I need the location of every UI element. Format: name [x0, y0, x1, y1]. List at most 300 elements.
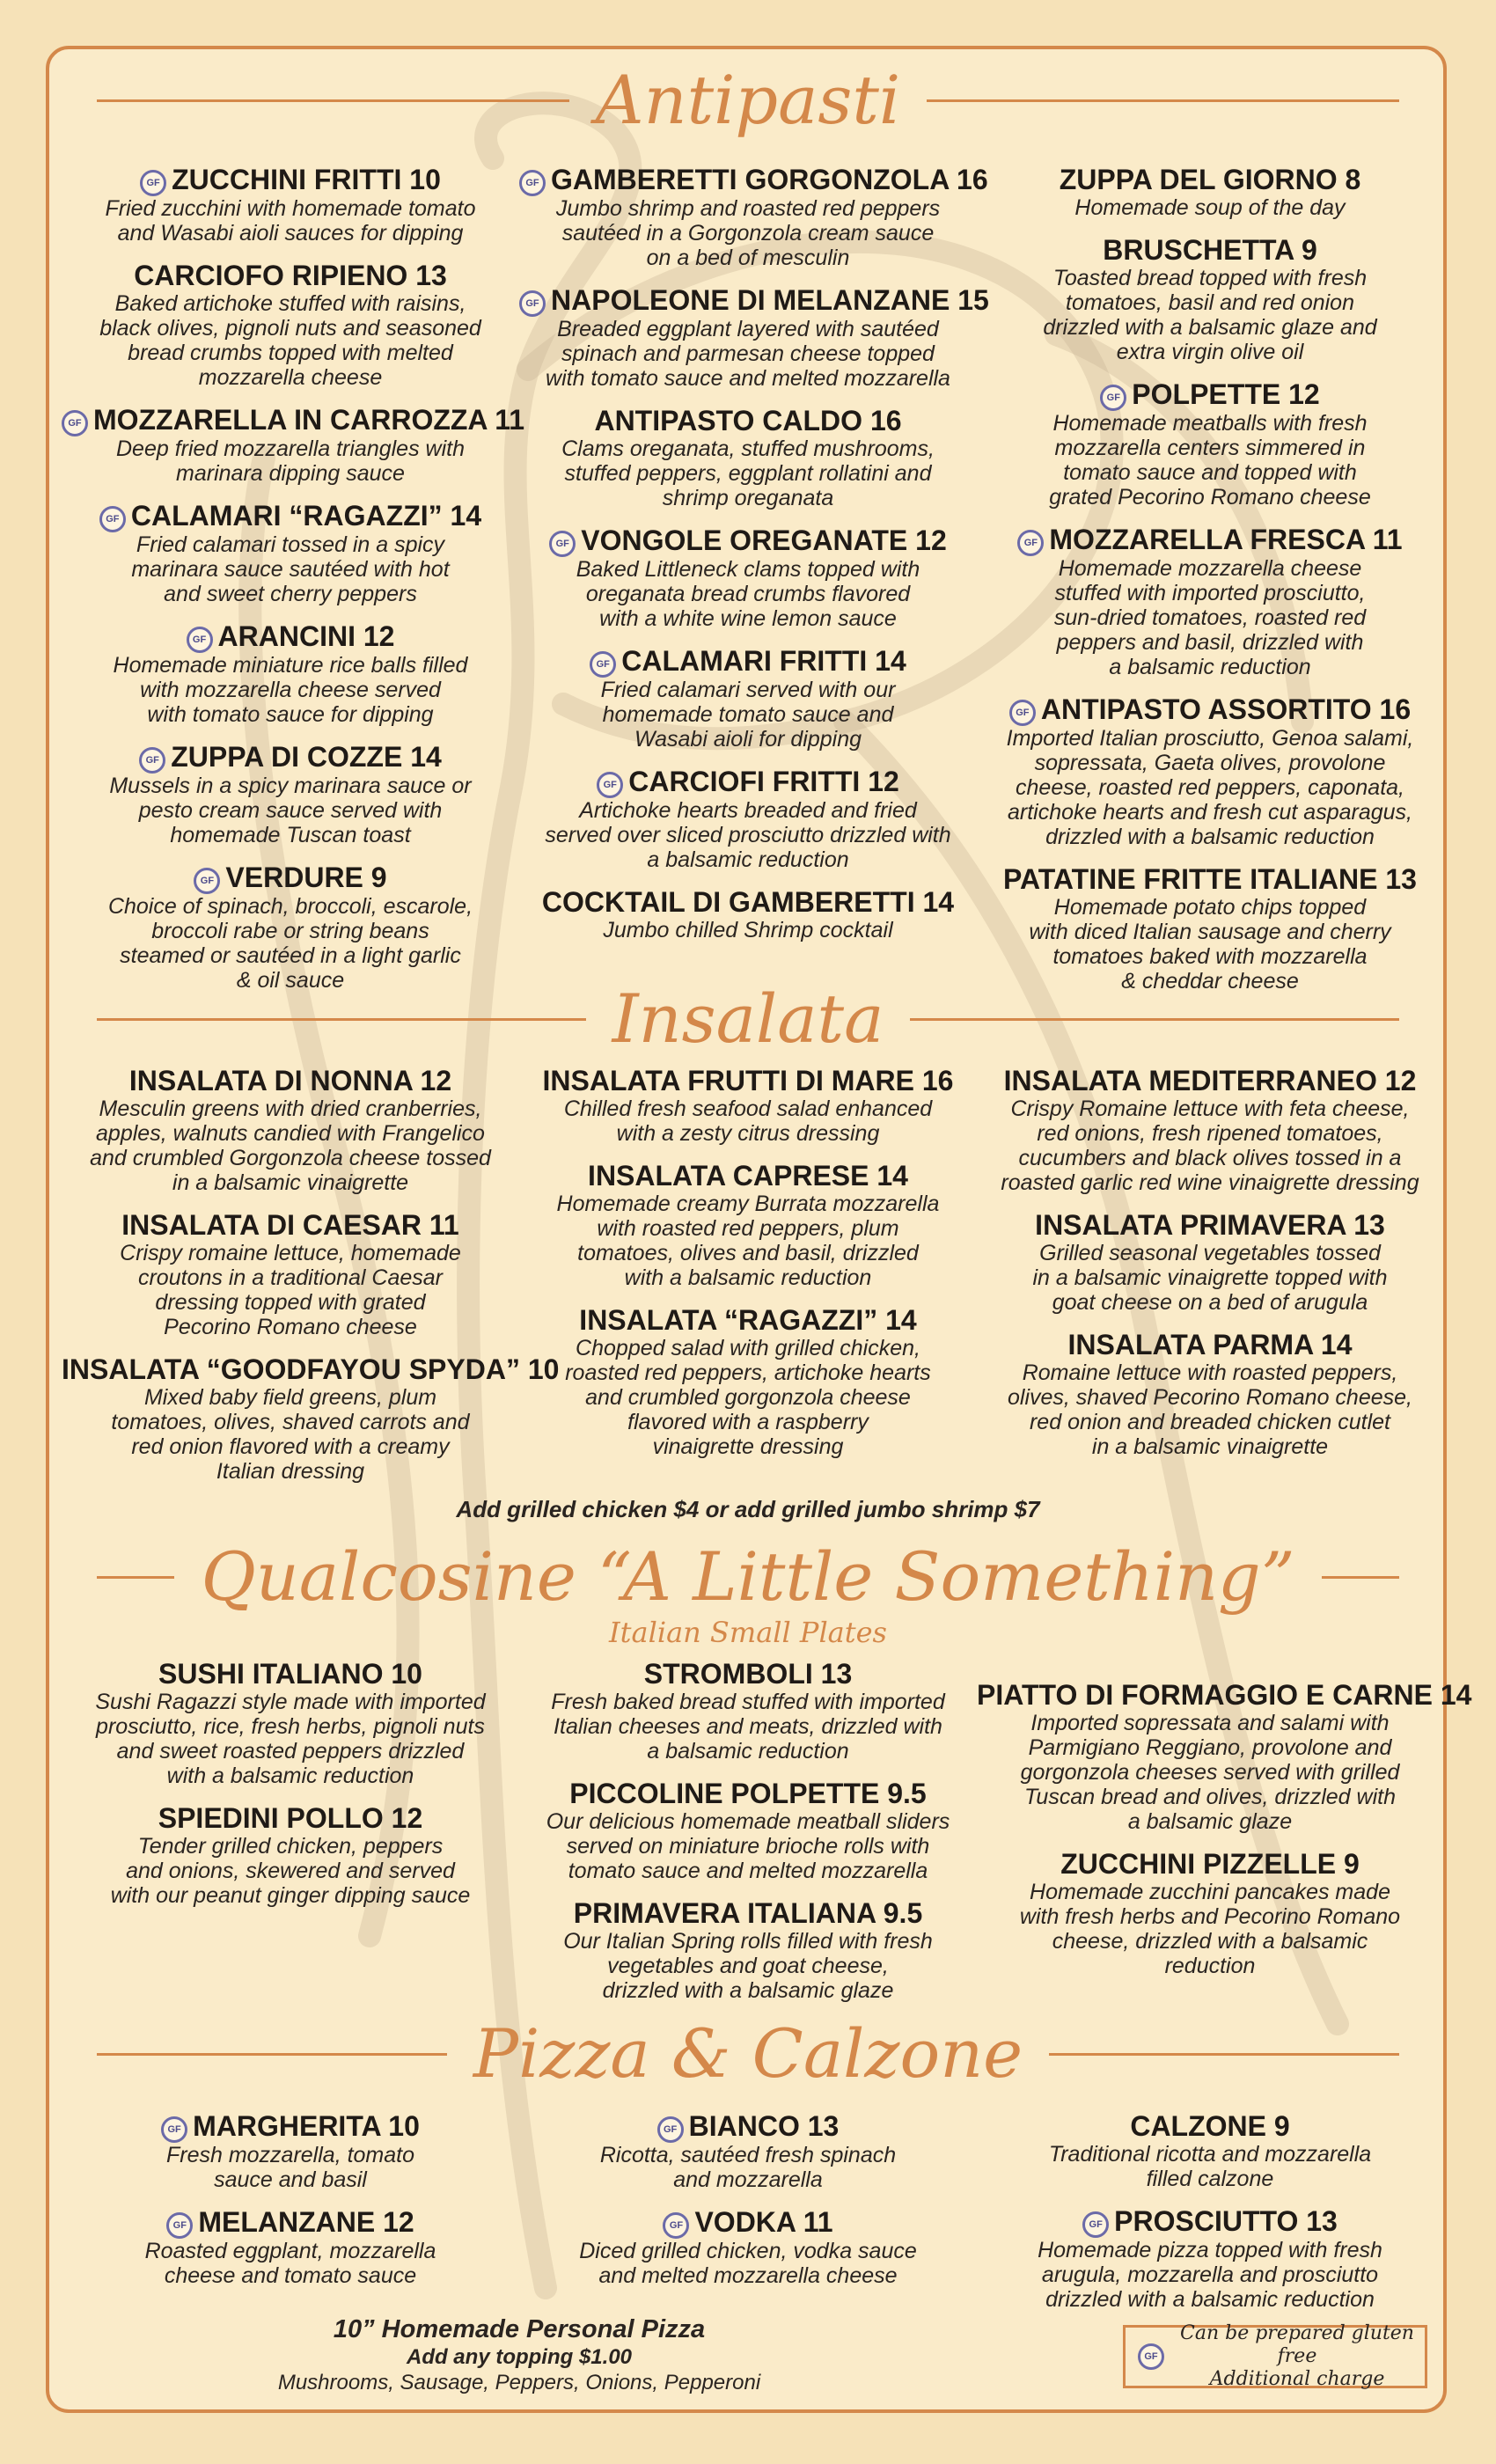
insalata-column-3 — [977, 1065, 1443, 1473]
menu-item-description-line: Artichoke hearts breaded and fried — [579, 798, 917, 823]
menu-item-description-line: with a balsamic reduction — [624, 1265, 872, 1290]
menu-item-vongole-oreganate-12 — [519, 524, 977, 631]
legend-line-1: Can be prepared gluten free — [1180, 2322, 1414, 2367]
topping-list: Mushrooms, Sausage, Peppers, Onions, Pepperoni — [277, 2371, 761, 2394]
menu-item-description-line: a balsamic reduction — [647, 847, 849, 872]
menu-item-description-line: sopressata, Gaeta olives, provolone — [1034, 751, 1386, 775]
gluten-free-icon: GF — [166, 2212, 193, 2239]
menu-item-title: MOZZARELLA FRESCA 11 — [1049, 524, 1403, 555]
menu-item-description-line: with a zesty citrus dressing — [616, 1121, 880, 1146]
menu-item-description-line: Jumbo chilled Shrimp cocktail — [603, 918, 893, 942]
menu-item-prosciutto-13 — [977, 2205, 1443, 2312]
menu-item-description-line: a balsamic reduction — [1109, 655, 1311, 679]
menu-item-title: SUSHI ITALIANO 10 — [158, 1658, 422, 1690]
menu-item-name — [977, 1065, 1443, 1096]
menu-item-title: BIANCO 13 — [688, 2110, 840, 2142]
menu-item-description-line: Homemade mozzarella cheese — [1058, 556, 1362, 581]
menu-item-description-line: sautéed in a Gorgonzola cream sauce — [561, 221, 935, 246]
menu-item-description-line: Deep fried mozzarella triangles with — [115, 436, 465, 461]
pizza-column-2 — [519, 2110, 977, 2302]
menu-item-title: GAMBERETTI GORGONZOLA 16 — [551, 164, 988, 195]
menu-item-name — [977, 234, 1443, 266]
menu-item-description-line: roasted red peppers, artichoke hearts — [565, 1360, 931, 1385]
menu-item-name — [977, 863, 1443, 895]
pizza-title: Pizza & Calzone — [473, 2014, 1023, 2093]
menu-item-description-line: peppers and basil, drizzled with — [1056, 630, 1364, 655]
menu-item-description-line: grated Pecorino Romano cheese — [1049, 485, 1371, 510]
menu-item-name — [519, 1304, 977, 1336]
menu-item-description-line: Fresh baked bread stuffed with imported — [551, 1690, 945, 1714]
menu-item-name — [519, 1160, 977, 1192]
menu-item-bruschetta-9 — [977, 234, 1443, 364]
menu-item-title: PIATTO DI FORMAGGIO E CARNE 14 — [977, 1679, 1472, 1711]
menu-item-insalata-ragazzi-14 — [519, 1304, 977, 1459]
menu-item-name — [977, 693, 1443, 726]
menu-item-description-line: Mesculin greens with dried cranberries, — [99, 1096, 482, 1121]
menu-item-title: POLPETTE 12 — [1132, 378, 1320, 410]
menu-item-description-line: arugula, mozzarella and prosciutto — [1041, 2262, 1379, 2287]
menu-item-name — [977, 1329, 1443, 1360]
menu-item-title: BRUSCHETTA 9 — [1103, 234, 1317, 266]
menu-item-name — [62, 260, 519, 291]
menu-item-description-line: extra virgin olive oil — [1116, 340, 1304, 364]
menu-item-insalata-primavera-13 — [977, 1209, 1443, 1315]
menu-item-stromboli-13 — [519, 1658, 977, 1764]
qualcosine-title: Qualcosine “A Little Something” — [201, 1537, 1295, 1616]
menu-item-description-line: Pecorino Romano cheese — [164, 1315, 417, 1339]
menu-item-description-line: tomato sauce and melted mozzarella — [568, 1859, 928, 1883]
menu-item-description-line: drizzled with a balsamic glaze and — [1043, 315, 1377, 340]
gluten-free-icon: GF — [62, 410, 88, 436]
menu-item-name — [519, 2206, 977, 2239]
menu-item-description-line: with tomato sauce and melted mozzarella — [546, 366, 950, 391]
menu-item-description-line: red onions, fresh ripened tomatoes, — [1037, 1121, 1383, 1146]
menu-item-description-line: Tender grilled chicken, peppers — [137, 1834, 444, 1859]
menu-item-description-line: sun-dried tomatoes, roasted red — [1053, 605, 1367, 630]
menu-item-name — [977, 524, 1443, 556]
menu-item-name — [977, 1209, 1443, 1241]
menu-item-description-line: and melted mozzarella cheese — [598, 2263, 898, 2288]
menu-item-description-line: black olives, pignoli nuts and seasoned — [99, 316, 481, 341]
menu-item-mozzarella-in-carrozza-11 — [62, 404, 525, 486]
menu-item-description-line: in a balsamic vinaigrette — [1091, 1434, 1329, 1459]
menu-item-description-line: drizzled with a balsamic reduction — [1045, 2287, 1375, 2312]
menu-item-name — [519, 284, 989, 317]
menu-item-name — [519, 1065, 977, 1096]
antipasti-header — [0, 61, 1496, 139]
menu-item-description-line: Homemade potato chips topped — [1053, 895, 1367, 920]
menu-item-zuppa-di-cozze-14 — [62, 741, 519, 847]
menu-item-zucchini-fritti-10 — [62, 164, 519, 246]
menu-item-napoleone-di-melanzane-15 — [519, 284, 989, 391]
menu-item-calamari-ragazzi-14 — [62, 500, 519, 606]
menu-item-description-line: reduction — [1164, 1954, 1256, 1978]
gluten-free-icon: GF — [161, 2116, 187, 2143]
menu-item-name — [62, 2206, 519, 2239]
menu-item-piccoline-polpette-9-5 — [519, 1778, 977, 1883]
menu-item-description-line: marinara dipping sauce — [176, 461, 405, 486]
menu-item-title: INSALATA “RAGAZZI” 14 — [579, 1304, 917, 1336]
menu-item-description-line: Homemade meatballs with fresh — [1052, 411, 1368, 436]
menu-item-description-line: Homemade pizza topped with fresh — [1038, 2238, 1382, 2262]
gluten-free-legend — [1123, 2322, 1427, 2390]
menu-item-title: STROMBOLI 13 — [643, 1658, 853, 1690]
menu-item-verdure-9 — [62, 862, 519, 993]
menu-item-description-line: filled calzone — [1146, 2167, 1274, 2191]
menu-item-title: INSALATA PARMA 14 — [1067, 1329, 1353, 1360]
menu-item-description-line: spinach and parmesan cheese topped — [561, 341, 935, 366]
menu-item-calzone-9 — [977, 2110, 1443, 2191]
menu-item-description-line: oreganata bread crumbs flavored — [585, 582, 911, 606]
menu-item-description-line: Fried zucchini with homemade tomato — [105, 196, 476, 221]
menu-item-name — [62, 2110, 519, 2143]
menu-item-description-line: artichoke hearts and fresh cut asparagus, — [1008, 800, 1412, 825]
menu-item-description-line: served over sliced prosciutto drizzled with — [545, 823, 951, 847]
menu-item-title: VERDURE 9 — [225, 862, 387, 893]
menu-item-antipasto-assortito-16 — [977, 693, 1443, 849]
menu-item-description-line: Parmigiano Reggiano, provolone and — [1028, 1735, 1392, 1760]
menu-item-description-line: vinaigrette dressing — [652, 1434, 844, 1459]
menu-item-description-line: marinara sauce sautéed with hot — [131, 557, 450, 582]
legend-text — [1170, 2322, 1425, 2391]
menu-item-bianco-13 — [519, 2110, 977, 2192]
gluten-free-icon: GF — [139, 747, 165, 774]
menu-item-insalata-frutti-di-mare-16 — [519, 1065, 977, 1146]
menu-item-description-line: a balsamic reduction — [647, 1739, 849, 1764]
pizza-column-1 — [62, 2110, 519, 2302]
menu-item-title: INSALATA FRUTTI DI MARE 16 — [542, 1065, 954, 1096]
menu-item-description-line: cheese and tomato sauce — [164, 2263, 417, 2288]
menu-item-description-line: homemade Tuscan toast — [170, 823, 411, 847]
menu-item-description-line: Traditional ricotta and mozzarella — [1048, 2142, 1372, 2167]
menu-item-description-line: and sweet roasted peppers drizzled — [116, 1739, 465, 1764]
insalata-addon-note: Add grilled chicken $4 or add grilled jumbo shrimp $7 — [456, 1496, 1040, 1522]
menu-item-description-line: with a white wine lemon sauce — [599, 606, 897, 631]
menu-item-description-line: with fresh herbs and Pecorino Romano — [1019, 1904, 1401, 1929]
menu-item-description-line: with diced Italian sausage and cherry — [1029, 920, 1391, 944]
gluten-free-icon: GF — [194, 868, 220, 894]
menu-item-description-line: tomatoes, basil and red onion — [1066, 290, 1354, 315]
menu-item-description-line: drizzled with a balsamic reduction — [1045, 825, 1375, 849]
menu-item-description-line: in a balsamic vinaigrette — [172, 1170, 409, 1195]
menu-item-description-line: stuffed peppers, eggplant rollatini and — [564, 461, 932, 486]
gluten-free-icon: GF — [99, 506, 126, 532]
menu-item-name — [977, 2110, 1443, 2142]
menu-item-description-line: Choice of spinach, broccoli, escarole, — [107, 894, 473, 919]
menu-item-description-line: roasted garlic red wine vinaigrette dressing — [1001, 1170, 1419, 1195]
menu-item-description-line: with our peanut ginger dipping sauce — [110, 1883, 471, 1908]
menu-item-insalata-di-nonna-12 — [62, 1065, 519, 1195]
menu-item-description-line: sauce and basil — [214, 2167, 367, 2192]
menu-item-description-line: Crispy Romaine lettuce with feta cheese, — [1010, 1096, 1410, 1121]
menu-item-name — [62, 862, 519, 894]
menu-item-description-line: Toasted bread topped with fresh — [1052, 266, 1368, 290]
menu-item-vodka-11 — [519, 2206, 977, 2288]
menu-item-polpette-12 — [977, 378, 1443, 510]
menu-item-description-line: Homemade creamy Burrata mozzarella — [556, 1192, 940, 1216]
menu-item-name — [62, 1209, 519, 1241]
menu-item-description-line: Mussels in a spicy marinara sauce or — [109, 774, 472, 798]
menu-item-insalata-goodfayou-spyda-10 — [62, 1353, 560, 1484]
gluten-free-icon: GF — [519, 170, 546, 196]
menu-item-description-line: and mozzarella — [673, 2167, 823, 2192]
menu-item-description-line: broccoli rabe or string beans — [151, 919, 429, 943]
menu-item-description-line: Baked artichoke stuffed with raisins, — [114, 291, 466, 316]
legend-line-2: Additional charge — [1209, 2368, 1385, 2390]
menu-item-description-line: Roasted eggplant, mozzarella — [144, 2239, 436, 2263]
menu-item-description-line: Our Italian Spring rolls filled with fresh — [563, 1929, 933, 1954]
menu-item-title: MELANZANE 12 — [198, 2206, 414, 2238]
menu-item-description-line: and sweet cherry peppers — [164, 582, 417, 606]
menu-item-piatto-di-formaggio-e-carne-14 — [977, 1679, 1472, 1834]
menu-item-description-line: & cheddar cheese — [1121, 969, 1299, 994]
menu-item-antipasto-caldo-16 — [519, 405, 977, 510]
menu-item-description-line: steamed or sautéed in a light garlic — [120, 943, 461, 968]
menu-item-name — [62, 1658, 519, 1690]
menu-item-title: INSALATA CAPRESE 14 — [588, 1160, 908, 1192]
gluten-free-icon: GF — [140, 170, 166, 196]
menu-item-title: COCKTAIL DI GAMBERETTI 14 — [541, 886, 955, 918]
menu-item-description-line: with mozzarella cheese served — [140, 678, 441, 702]
menu-item-description-line: Romaine lettuce with roasted peppers, — [1022, 1360, 1398, 1385]
menu-item-title: ZUPPA DI COZZE 14 — [171, 741, 442, 773]
antipasti-column-3 — [977, 164, 1443, 1008]
qualcosine-column-1 — [62, 1658, 519, 1922]
menu-item-title: MARGHERITA 10 — [193, 2110, 420, 2142]
gluten-free-icon: GF — [519, 290, 546, 317]
menu-item-insalata-mediterraneo-12 — [977, 1065, 1443, 1195]
menu-item-title: NAPOLEONE DI MELANZANE 15 — [551, 284, 989, 316]
gluten-free-icon: GF — [549, 531, 576, 557]
menu-item-name — [62, 1065, 519, 1096]
menu-item-description-line: Homemade miniature rice balls filled — [113, 653, 468, 678]
antipasti-title: Antipasti — [595, 61, 901, 139]
insalata-column-2 — [519, 1065, 977, 1473]
menu-item-description-line: served on miniature brioche rolls with — [566, 1834, 930, 1859]
menu-item-description-line: Mixed baby field greens, plum — [143, 1385, 437, 1410]
pizza-header — [0, 2014, 1496, 2093]
menu-item-title: INSALATA MEDITERRANEO 12 — [1003, 1065, 1417, 1096]
menu-item-name — [519, 1897, 977, 1929]
menu-item-title: PATATINE FRITTE ITALIANE 13 — [1003, 863, 1417, 895]
personal-pizza-note — [246, 2314, 792, 2395]
menu-item-description-line: vegetables and goat cheese, — [607, 1954, 889, 1978]
menu-item-description-line: stuffed with imported prosciutto, — [1054, 581, 1366, 605]
menu-item-description-line: Imported sopressata and salami with — [1030, 1711, 1390, 1735]
menu-item-title: MOZZARELLA IN CARROZZA 11 — [93, 404, 525, 436]
menu-item-description-line: drizzled with a balsamic glaze — [602, 1978, 894, 2003]
menu-item-description-line: Chopped salad with grilled chicken, — [576, 1336, 920, 1360]
menu-item-description-line: Jumbo shrimp and roasted red peppers — [555, 196, 941, 221]
menu-item-description-line: prosciutto, rice, fresh herbs, pignoli nuts — [96, 1714, 485, 1739]
menu-item-description-line: and onions, skewered and served — [126, 1859, 455, 1883]
menu-item-description-line: Wasabi aioli for dipping — [634, 727, 862, 752]
menu-item-name — [62, 620, 519, 653]
menu-item-title: ZUPPA DEL GIORNO 8 — [1059, 164, 1361, 195]
menu-item-description-line: homemade tomato sauce and — [602, 702, 894, 727]
menu-item-description-line: bread crumbs topped with melted — [128, 341, 453, 365]
menu-item-name — [519, 1658, 977, 1690]
menu-item-title: CARCIOFO RIPIENO 13 — [134, 260, 447, 291]
menu-item-name — [977, 1679, 1472, 1711]
qualcosine-column-2 — [519, 1658, 977, 2017]
menu-item-carciofi-fritti-12 — [519, 766, 977, 872]
menu-item-description-line: a balsamic glaze — [1127, 1809, 1293, 1834]
menu-item-description-line: cheese, drizzled with a balsamic — [1052, 1929, 1368, 1954]
menu-item-description-line: red onion flavored with a creamy — [131, 1434, 450, 1459]
menu-item-cocktail-di-gamberetti-14 — [519, 886, 977, 942]
menu-item-description-line: pesto cream sauce served with — [138, 798, 443, 823]
menu-item-name — [62, 500, 519, 532]
personal-pizza-title: 10” Homemade Personal Pizza — [333, 2315, 706, 2343]
menu-item-description-line: shrimp oreganata — [662, 486, 834, 510]
menu-item-description-line: and crumbled gorgonzola cheese — [585, 1385, 911, 1410]
menu-item-name — [62, 404, 525, 436]
menu-item-description-line: with tomato sauce for dipping — [147, 702, 434, 727]
menu-item-title: PROSCIUTTO 13 — [1114, 2205, 1338, 2237]
menu-item-description-line: cheese, roasted red peppers, caponata, — [1016, 775, 1404, 800]
menu-item-description-line: Crispy romaine lettuce, homemade — [120, 1241, 461, 1265]
gluten-free-icon: GF — [1009, 700, 1036, 726]
menu-item-title: INSALATA “GOODFAYOU SPYDA” 10 — [62, 1353, 560, 1385]
menu-item-calamari-fritti-14 — [519, 645, 977, 752]
topping-price: Add any topping $1.00 — [406, 2345, 633, 2369]
menu-item-title: CARCIOFI FRITTI 12 — [628, 766, 899, 797]
menu-item-description-line: & oil sauce — [236, 968, 345, 993]
menu-item-description-line: tomato sauce and topped with — [1063, 460, 1357, 485]
menu-item-description-line: Breaded eggplant layered with sautéed — [557, 317, 939, 341]
menu-item-description-line: Sushi Ragazzi style made with imported — [95, 1690, 486, 1714]
menu-item-name — [519, 405, 977, 436]
menu-item-description-line: mozzarella centers simmered in — [1054, 436, 1366, 460]
menu-item-description-line: Italian dressing — [216, 1459, 365, 1484]
menu-item-title: ANTIPASTO CALDO 16 — [594, 405, 902, 436]
qualcosine-subtitle: Italian Small Plates — [609, 1616, 887, 1649]
menu-item-description-line: Homemade zucchini pancakes made — [1030, 1880, 1390, 1904]
gluten-free-icon: GF — [663, 2212, 689, 2239]
menu-item-description-line: with a balsamic reduction — [166, 1764, 414, 1788]
menu-item-description-line: tomatoes, olives and basil, drizzled — [577, 1241, 919, 1265]
gluten-free-icon: GF — [590, 651, 616, 678]
menu-item-title: VONGOLE OREGANATE 12 — [581, 524, 947, 556]
menu-item-mozzarella-fresca-11 — [977, 524, 1443, 679]
menu-item-insalata-caprese-14 — [519, 1160, 977, 1290]
menu-item-name — [519, 645, 977, 678]
menu-item-zucchini-pizzelle-9 — [977, 1848, 1443, 1978]
menu-item-carciofo-ripieno-13 — [62, 260, 519, 390]
qualcosine-header — [0, 1537, 1496, 1616]
menu-item-name — [977, 164, 1443, 195]
menu-item-name — [519, 1778, 977, 1809]
menu-item-name — [977, 378, 1443, 411]
menu-item-title: ANTIPASTO ASSORTITO 16 — [1040, 693, 1412, 725]
menu-item-description-line: olives, shaved Pecorino Romano cheese, — [1008, 1385, 1412, 1410]
menu-item-title: CALAMARI FRITTI 14 — [621, 645, 906, 677]
menu-item-description-line: Fried calamari served with our — [600, 678, 896, 702]
menu-item-title: CALZONE 9 — [1130, 2110, 1290, 2142]
menu-item-description-line: and Wasabi aioli sauces for dipping — [117, 221, 464, 246]
gluten-free-icon: GF — [1082, 2211, 1109, 2238]
menu-item-sushi-italiano-10 — [62, 1658, 519, 1788]
menu-item-title: ZUCCHINI PIZZELLE 9 — [1060, 1848, 1360, 1880]
gluten-free-icon: GF — [597, 772, 623, 798]
menu-item-title: VODKA 11 — [694, 2206, 833, 2238]
menu-item-name — [519, 766, 977, 798]
menu-item-description-line: and crumbled Gorgonzola cheese tossed — [90, 1146, 491, 1170]
menu-item-description-line: Fresh mozzarella, tomato — [165, 2143, 415, 2167]
menu-item-title: ZUCCHINI FRITTI 10 — [172, 164, 441, 195]
menu-item-description-line: Fried calamari tossed in a spicy — [136, 532, 445, 557]
menu-item-description-line: Italian cheeses and meats, drizzled with — [554, 1714, 942, 1739]
menu-item-description-line: tomatoes, olives, shaved carrots and — [111, 1410, 470, 1434]
menu-item-description-line: mozzarella cheese — [198, 365, 383, 390]
menu-item-title: SPIEDINI POLLO 12 — [158, 1802, 423, 1834]
menu-item-description-line: Chilled fresh seafood salad enhanced — [563, 1096, 933, 1121]
menu-item-patatine-fritte-italiane-13 — [977, 863, 1443, 994]
menu-item-name — [519, 164, 988, 196]
menu-item-name — [62, 1353, 560, 1385]
menu-item-title: INSALATA DI CAESAR 11 — [121, 1209, 459, 1241]
menu-item-description-line: Tuscan bread and olives, drizzled with — [1024, 1785, 1396, 1809]
menu-item-description-line: in a balsamic vinaigrette topped with — [1032, 1265, 1388, 1290]
menu-item-name — [62, 741, 519, 774]
gluten-free-icon: GF — [187, 627, 213, 653]
menu-item-title: PRIMAVERA ITALIANA 9.5 — [573, 1897, 923, 1929]
menu-item-zuppa-del-giorno-8 — [977, 164, 1443, 220]
menu-item-description-line: Homemade soup of the day — [1074, 195, 1346, 220]
menu-item-name — [519, 524, 977, 557]
menu-item-description-line: with roasted red peppers, plum — [597, 1216, 899, 1241]
menu-item-description-line: apples, walnuts candied with Frangelico — [96, 1121, 485, 1146]
menu-item-description-line: goat cheese on a bed of arugula — [1052, 1290, 1368, 1315]
gluten-free-icon: GF — [657, 2116, 684, 2143]
menu-item-description-line: tomatoes baked with mozzarella — [1052, 944, 1368, 969]
menu-item-title: CALAMARI “RAGAZZI” 14 — [130, 500, 482, 532]
menu-item-name — [62, 164, 519, 196]
menu-item-description-line: Our delicious homemade meatball sliders — [546, 1809, 950, 1834]
menu-item-primavera-italiana-9-5 — [519, 1897, 977, 2003]
menu-item-spiedini-pollo-12 — [62, 1802, 519, 1908]
menu-item-description-line: Ricotta, sautéed fresh spinach — [599, 2143, 897, 2167]
menu-item-title: INSALATA DI NONNA 12 — [128, 1065, 452, 1096]
menu-item-description-line: cucumbers and black olives tossed in a — [1018, 1146, 1402, 1170]
gluten-free-icon: GF — [1138, 2343, 1164, 2370]
menu-item-insalata-parma-14 — [977, 1329, 1443, 1459]
menu-item-gamberetti-gorgonzola-16 — [519, 164, 988, 270]
menu-item-name — [62, 1802, 519, 1834]
qualcosine-column-3 — [977, 1679, 1472, 1992]
menu-item-description-line: gorgonzola cheeses served with grilled — [1020, 1760, 1400, 1785]
antipasti-column-1 — [62, 164, 525, 1007]
menu-item-title: PICCOLINE POLPETTE 9.5 — [569, 1778, 927, 1809]
menu-item-name — [977, 1848, 1443, 1880]
menu-item-description-line: Baked Littleneck clams topped with — [576, 557, 920, 582]
menu-item-description-line: Diced grilled chicken, vodka sauce — [579, 2239, 917, 2263]
insalata-column-1 — [62, 1065, 560, 1498]
insalata-title: Insalata — [612, 979, 884, 1058]
menu-item-description-line: flavored with a raspberry — [627, 1410, 869, 1434]
menu-item-name — [519, 2110, 977, 2143]
menu-item-description-line: croutons in a traditional Caesar — [137, 1265, 444, 1290]
menu-item-description-line: Imported Italian prosciutto, Genoa salami, — [1006, 726, 1414, 751]
menu-item-title: ARANCINI 12 — [217, 620, 395, 652]
menu-item-margherita-10 — [62, 2110, 519, 2192]
menu-item-name — [977, 2205, 1443, 2238]
menu-item-description-line: red onion and breaded chicken cutlet — [1029, 1410, 1390, 1434]
menu-item-description-line: Grilled seasonal vegetables tossed — [1039, 1241, 1381, 1265]
menu-item-insalata-di-caesar-11 — [62, 1209, 519, 1339]
menu-item-description-line: dressing topped with grated — [155, 1290, 426, 1315]
